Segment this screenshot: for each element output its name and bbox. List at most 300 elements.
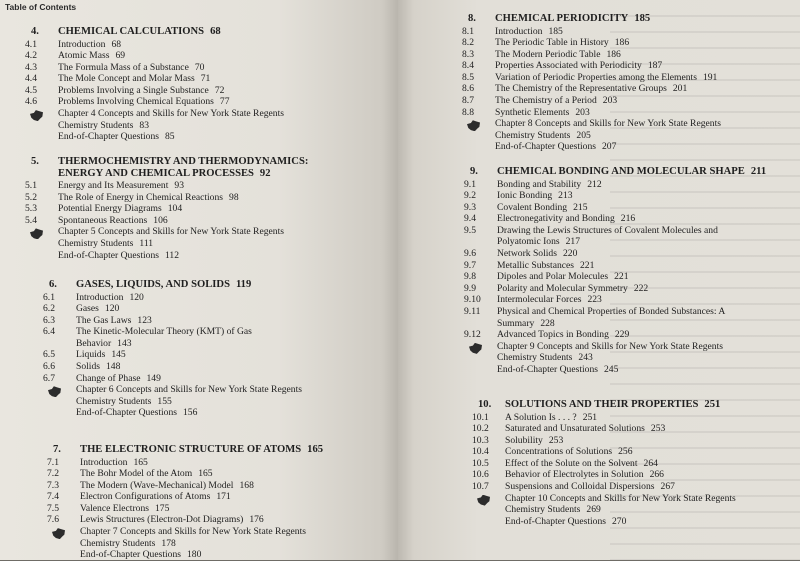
page-number: 185 bbox=[548, 25, 563, 37]
section-title: Advanced Topics in Bonding bbox=[497, 329, 609, 341]
section-number: 6.1 bbox=[43, 291, 55, 303]
regents-section-entry bbox=[80, 526, 323, 538]
section-title: Chapter 9 Concepts and Skills for New York State Regents bbox=[497, 340, 723, 352]
toc-entry-continuation bbox=[505, 516, 736, 528]
section-title: Introduction bbox=[76, 291, 124, 303]
page-number: 106 bbox=[153, 214, 168, 226]
toc-entry-continuation bbox=[497, 364, 766, 376]
toc-entry bbox=[47, 456, 323, 469]
chapter-heading-line2 bbox=[58, 168, 308, 180]
toc-entry bbox=[464, 190, 766, 202]
toc-entry bbox=[462, 95, 721, 107]
page-number: 221 bbox=[580, 259, 595, 271]
section-list bbox=[43, 291, 302, 420]
section-title: Chapter 10 Concepts and Skills for New York State Regents bbox=[505, 492, 736, 504]
section-number: 9.3 bbox=[464, 201, 476, 213]
section-title: Physical and Chemical Properties of Bonded Substances: A bbox=[497, 306, 726, 318]
toc-entry bbox=[43, 291, 302, 304]
toc-entry-continuation bbox=[76, 338, 302, 350]
section-number: 5.2 bbox=[25, 191, 37, 203]
page-number: 165 bbox=[133, 456, 148, 468]
page-number: 178 bbox=[161, 537, 176, 549]
section-number: 4.3 bbox=[25, 61, 37, 73]
section-number: 4.4 bbox=[25, 73, 37, 85]
section-title: Chapter 7 Concepts and Skills for New York State Regents bbox=[80, 526, 306, 538]
chapter-number: 7. bbox=[53, 444, 61, 455]
chapter-heading bbox=[470, 166, 767, 178]
section-number: 9.9 bbox=[464, 282, 476, 294]
chapter-heading bbox=[478, 399, 736, 411]
chapter-page: 68 bbox=[210, 26, 221, 37]
toc-entry-continuation bbox=[76, 396, 302, 408]
toc-entry bbox=[462, 83, 721, 95]
toc-entry bbox=[25, 50, 284, 62]
page-number: 223 bbox=[587, 294, 602, 306]
chapter-heading bbox=[468, 13, 721, 25]
page-number: 98 bbox=[229, 191, 239, 203]
toc-entry bbox=[464, 306, 766, 318]
chapter-title: GASES, LIQUIDS, AND SOLIDS bbox=[76, 279, 230, 290]
page-number: 251 bbox=[582, 411, 598, 423]
section-list bbox=[472, 411, 736, 528]
section-title: Chemistry Students bbox=[497, 352, 573, 364]
chapter-title: THERMOCHEMISTRY AND THERMODYNAMICS: bbox=[58, 156, 309, 167]
section-title: Concentrations of Solutions bbox=[505, 446, 613, 458]
section-title: The Role of Energy in Chemical Reactions bbox=[58, 191, 224, 203]
toc-entry bbox=[462, 71, 721, 84]
toc-entry bbox=[25, 84, 284, 97]
toc-entry-continuation bbox=[495, 130, 721, 142]
toc-entry bbox=[25, 191, 308, 204]
section-number: 8.3 bbox=[462, 48, 474, 60]
section-number: 8.6 bbox=[462, 83, 474, 95]
toc-entry bbox=[25, 38, 284, 51]
toc-entry bbox=[462, 48, 721, 61]
page-number: 253 bbox=[548, 434, 564, 446]
page-number: 176 bbox=[249, 514, 264, 526]
page-number: 201 bbox=[672, 83, 688, 95]
section-title: Chapter 5 Concepts and Skills for New York State Regents bbox=[58, 226, 284, 238]
section-number: 8.5 bbox=[462, 71, 474, 83]
page-number: 145 bbox=[111, 349, 126, 361]
section-number: 9.7 bbox=[464, 259, 476, 271]
section-number: 8.7 bbox=[462, 95, 474, 107]
section-title: Behavior of Electrolytes in Solution bbox=[505, 469, 644, 481]
section-number: 6.2 bbox=[43, 303, 55, 315]
section-number: 10.4 bbox=[472, 446, 489, 458]
section-title: Chemistry Students bbox=[76, 395, 152, 407]
section-title: End-of-Chapter Questions bbox=[58, 249, 159, 261]
section-title: The Formula Mass of a Substance bbox=[58, 61, 189, 73]
page-number: 72 bbox=[214, 84, 225, 96]
section-number: 9.2 bbox=[464, 190, 476, 202]
section-title: Potential Energy Diagrams bbox=[58, 203, 162, 215]
toc-entry-continuation bbox=[80, 549, 323, 561]
section-title: Liquids bbox=[76, 349, 106, 361]
section-title: Valence Electrons bbox=[80, 502, 149, 514]
toc-entry-continuation bbox=[505, 504, 736, 516]
section-title: Atomic Mass bbox=[58, 50, 110, 62]
section-number: 10.1 bbox=[472, 411, 489, 423]
toc-entry bbox=[464, 213, 766, 225]
toc-entry-continuation bbox=[58, 250, 308, 262]
toc-entry bbox=[462, 60, 721, 72]
section-title: The Gas Laws bbox=[76, 314, 132, 326]
toc-entry-continuation bbox=[58, 120, 284, 132]
section-number: 7.1 bbox=[47, 456, 59, 468]
page-number: 213 bbox=[558, 190, 573, 202]
section-number: 6.5 bbox=[43, 349, 55, 361]
toc-entry bbox=[472, 481, 736, 493]
section-number: 9.4 bbox=[464, 213, 476, 225]
section-title: Covalent Bonding bbox=[497, 201, 568, 213]
section-number: 7.2 bbox=[47, 468, 59, 480]
section-number: 10.6 bbox=[472, 469, 489, 481]
page-number: 155 bbox=[157, 395, 172, 407]
chapter-9 bbox=[464, 166, 767, 376]
section-title: Chemistry Students bbox=[58, 237, 134, 249]
toc-entry bbox=[464, 282, 766, 295]
section-title: Properties Associated with Periodicity bbox=[495, 60, 642, 72]
section-title: Chemistry Students bbox=[80, 537, 156, 549]
section-title: Synthetic Elements bbox=[495, 106, 570, 118]
section-number: 10.3 bbox=[472, 434, 489, 446]
section-number: 7.4 bbox=[47, 491, 59, 503]
toc-entry bbox=[25, 61, 284, 74]
toc-entry bbox=[43, 303, 302, 315]
section-title: Saturated and Unsaturated Solutions bbox=[505, 423, 645, 435]
toc-entry-continuation bbox=[76, 407, 302, 419]
toc-entry-continuation bbox=[495, 141, 721, 153]
toc-entry bbox=[472, 434, 736, 447]
section-list bbox=[47, 456, 323, 561]
toc-entry bbox=[464, 329, 766, 341]
section-number: 9.11 bbox=[464, 306, 481, 318]
section-title: End-of-Chapter Questions bbox=[58, 131, 159, 143]
chapter-heading bbox=[49, 279, 302, 291]
page-number: 266 bbox=[649, 469, 664, 481]
section-title: Problems Involving Chemical Equations bbox=[58, 96, 214, 108]
toc-entry bbox=[25, 73, 284, 85]
section-list bbox=[25, 180, 308, 261]
section-title: Introduction bbox=[58, 38, 106, 50]
toc-entry bbox=[25, 214, 308, 227]
chapter-title: CHEMICAL CALCULATIONS bbox=[58, 26, 205, 37]
page-number: 111 bbox=[139, 237, 154, 249]
page-number: 168 bbox=[239, 479, 254, 491]
toc-entry bbox=[43, 326, 302, 338]
toc-entry bbox=[47, 514, 323, 526]
page-number: 217 bbox=[565, 236, 581, 248]
toc-entry bbox=[472, 469, 736, 481]
section-title: Polarity and Molecular Symmetry bbox=[497, 282, 628, 294]
section-title: End-of-Chapter Questions bbox=[497, 364, 598, 375]
section-number: 5.3 bbox=[25, 203, 37, 215]
page-number: 228 bbox=[540, 317, 555, 329]
section-title: The Periodic Table in History bbox=[495, 37, 609, 49]
section-list bbox=[25, 38, 284, 143]
page-number: 222 bbox=[633, 282, 649, 294]
chapter-4 bbox=[25, 26, 284, 143]
chapter-8 bbox=[462, 13, 721, 153]
section-title: The Mole Concept and Molar Mass bbox=[58, 73, 195, 85]
page-number: 120 bbox=[129, 291, 144, 303]
section-number: 7.5 bbox=[47, 502, 59, 514]
chapter-title: SOLUTIONS AND THEIR PROPERTIES bbox=[505, 399, 699, 410]
toc-entry bbox=[47, 491, 323, 503]
toc-entry bbox=[464, 248, 766, 260]
page-number: 186 bbox=[614, 37, 630, 49]
page-number: 191 bbox=[702, 71, 718, 83]
chapter-title: CHEMICAL PERIODICITY bbox=[495, 13, 629, 24]
section-number: 10.2 bbox=[472, 423, 489, 435]
section-number: 9.5 bbox=[464, 224, 476, 236]
section-title: The Kinetic-Molecular Theory (KMT) of Gas bbox=[76, 326, 252, 338]
page-number: 104 bbox=[167, 203, 183, 215]
section-list bbox=[464, 178, 766, 376]
toc-entry bbox=[47, 468, 323, 480]
regents-section-entry bbox=[58, 226, 308, 238]
page-number: 180 bbox=[186, 549, 202, 561]
toc-entry bbox=[462, 37, 721, 49]
chapter-page: 119 bbox=[235, 279, 252, 290]
toc-entry bbox=[43, 349, 302, 361]
chapter-heading bbox=[31, 26, 284, 38]
section-number: 5.4 bbox=[25, 214, 37, 226]
page-number: 220 bbox=[562, 248, 578, 260]
page-number: 70 bbox=[194, 61, 205, 73]
page-number: 221 bbox=[614, 271, 629, 283]
section-title: Ionic Bonding bbox=[497, 190, 553, 202]
section-title: End-of-Chapter Questions bbox=[505, 515, 606, 527]
section-number: 10.5 bbox=[472, 457, 489, 469]
toc-entry bbox=[43, 372, 302, 385]
chapter-page: 165 bbox=[307, 444, 324, 455]
chapter-title-line2: ENERGY AND CHEMICAL PROCESSES bbox=[58, 167, 254, 179]
section-title: The Chemistry of the Representative Groups bbox=[495, 83, 667, 95]
section-number: 4.5 bbox=[25, 84, 37, 96]
running-head: Table of Contents bbox=[5, 2, 77, 12]
section-number: 4.2 bbox=[25, 50, 37, 62]
toc-entry bbox=[25, 96, 284, 108]
chapter-title: THE ELECTRONIC STRUCTURE OF ATOMS bbox=[80, 444, 302, 455]
page-number: 171 bbox=[216, 491, 231, 503]
toc-entry bbox=[47, 479, 323, 492]
section-number: 6.6 bbox=[43, 361, 55, 373]
page-number: 253 bbox=[650, 423, 666, 435]
section-title: Suspensions and Colloidal Dispersions bbox=[505, 481, 655, 493]
section-title: The Chemistry of a Period bbox=[495, 95, 597, 107]
page-number: 120 bbox=[104, 303, 120, 315]
section-number: 8.4 bbox=[462, 60, 474, 72]
section-number: 7.3 bbox=[47, 479, 59, 491]
page-number: 186 bbox=[606, 48, 621, 60]
page-number: 68 bbox=[111, 38, 122, 50]
page-number: 205 bbox=[576, 129, 591, 141]
section-title: A Solution Is . . . ? bbox=[505, 411, 577, 423]
section-title: The Modern Periodic Table bbox=[495, 48, 601, 60]
section-number: 7.6 bbox=[47, 514, 59, 526]
section-title: Spontaneous Reactions bbox=[58, 214, 148, 226]
section-title: Chapter 8 Concepts and Skills for New York State Regents bbox=[495, 118, 721, 130]
page-number: 187 bbox=[647, 60, 663, 72]
section-title: Lewis Structures (Electron-Dot Diagrams) bbox=[80, 514, 244, 526]
chapter-number: 5. bbox=[31, 156, 39, 167]
toc-entry bbox=[464, 294, 766, 306]
toc-entry bbox=[25, 180, 308, 192]
page-number: 165 bbox=[198, 468, 213, 480]
chapter-7 bbox=[47, 444, 324, 561]
section-title: Metallic Substances bbox=[497, 259, 574, 271]
section-number: 9.12 bbox=[464, 329, 481, 341]
page-number: 215 bbox=[573, 201, 588, 213]
chapter-number: 9. bbox=[470, 166, 478, 177]
page-number: 203 bbox=[575, 106, 590, 118]
toc-entry-continuation bbox=[497, 318, 766, 330]
section-title: Intermolecular Forces bbox=[497, 294, 582, 306]
section-title: Polyatomic Ions bbox=[497, 236, 560, 248]
section-title: Chapter 6 Concepts and Skills for New York State Regents bbox=[76, 384, 302, 396]
toc-entry bbox=[464, 259, 766, 272]
section-number: 8.8 bbox=[462, 106, 474, 118]
toc-entry bbox=[43, 314, 302, 327]
page-number: 123 bbox=[137, 314, 152, 326]
section-title: Effect of the Solute on the Solvent bbox=[505, 457, 638, 469]
section-title: Solubility bbox=[505, 434, 543, 446]
page-number: 77 bbox=[219, 96, 230, 108]
page-number: 112 bbox=[164, 249, 180, 261]
chapter-title: CHEMICAL BONDING AND MOLECULAR SHAPE bbox=[497, 166, 745, 177]
toc-entry bbox=[47, 502, 323, 515]
page-number: 203 bbox=[602, 95, 618, 107]
chapter-6 bbox=[43, 279, 302, 419]
regents-section-entry bbox=[505, 493, 736, 505]
section-title: Gases bbox=[76, 303, 99, 315]
toc-entry bbox=[25, 203, 308, 215]
section-title: Energy and Its Measurement bbox=[58, 180, 169, 191]
section-title: Variation of Periodic Properties among the Elements bbox=[495, 71, 697, 83]
page-number: 212 bbox=[587, 178, 602, 190]
page-number: 256 bbox=[618, 446, 633, 458]
toc-entry bbox=[472, 446, 736, 458]
page-number: 148 bbox=[106, 361, 121, 373]
section-title: Introduction bbox=[80, 456, 128, 468]
section-title: Bonding and Stability bbox=[497, 178, 582, 190]
chapter-heading bbox=[31, 156, 309, 168]
section-title: The Modern (Wave-Mechanical) Model bbox=[80, 479, 234, 491]
section-title: End-of-Chapter Questions bbox=[76, 407, 177, 419]
regents-section-entry bbox=[58, 108, 284, 120]
section-title: Drawing the Lewis Structures of Covalent Molecules and bbox=[497, 224, 718, 236]
section-title: Chemistry Students bbox=[505, 504, 581, 516]
section-number: 9.8 bbox=[464, 271, 476, 283]
page-number: 93 bbox=[174, 180, 184, 191]
section-number: 6.7 bbox=[43, 372, 55, 384]
page-number: 71 bbox=[200, 73, 211, 85]
chapter-10 bbox=[472, 399, 736, 527]
section-title: Introduction bbox=[495, 25, 543, 37]
toc-entry-continuation bbox=[58, 131, 284, 143]
toc-entry bbox=[472, 411, 736, 424]
section-number: 9.1 bbox=[464, 178, 476, 190]
toc-entry bbox=[472, 457, 736, 470]
page-number: 143 bbox=[117, 337, 132, 349]
section-number: 9.10 bbox=[464, 294, 481, 306]
toc-entry bbox=[464, 201, 766, 214]
toc-entry bbox=[464, 271, 766, 283]
section-title: Network Solids bbox=[497, 248, 557, 260]
page-number: 267 bbox=[660, 481, 675, 493]
section-number: 4.6 bbox=[25, 96, 37, 108]
toc-entry bbox=[462, 106, 721, 119]
page-number: 156 bbox=[182, 407, 198, 419]
toc-entry-continuation bbox=[80, 538, 323, 550]
chapter-page: 185 bbox=[634, 13, 651, 24]
section-title: Problems Involving a Single Substance bbox=[58, 84, 209, 96]
section-title: Chapter 4 Concepts and Skills for New York State Regents bbox=[58, 108, 284, 120]
section-title: The Bohr Model of the Atom bbox=[80, 468, 193, 480]
section-number: 6.3 bbox=[43, 314, 55, 326]
page-number: 216 bbox=[620, 213, 636, 225]
page-number: 207 bbox=[601, 141, 617, 153]
toc-entry bbox=[43, 361, 302, 373]
page-number: 229 bbox=[614, 329, 630, 341]
section-number: 5.1 bbox=[25, 180, 37, 191]
toc-entry bbox=[472, 423, 736, 435]
section-title: Chemistry Students bbox=[495, 129, 571, 141]
section-title: End-of-Chapter Questions bbox=[80, 549, 181, 561]
regents-section-entry bbox=[76, 384, 302, 396]
page-number: 245 bbox=[603, 364, 619, 375]
page-number: 270 bbox=[611, 515, 627, 527]
section-number: 8.1 bbox=[462, 25, 474, 37]
chapter-page: 251 bbox=[704, 399, 721, 410]
page-number: 83 bbox=[139, 119, 150, 131]
chapter-page: 211 bbox=[750, 166, 767, 177]
section-number: 6.4 bbox=[43, 326, 55, 338]
toc-entry bbox=[464, 178, 766, 191]
chapter-number: 6. bbox=[49, 279, 57, 290]
page-number: 69 bbox=[115, 50, 126, 62]
section-number: 4.1 bbox=[25, 38, 37, 50]
page-number: 149 bbox=[146, 372, 161, 384]
chapter-heading bbox=[53, 444, 324, 456]
section-title: Electron Configurations of Atoms bbox=[80, 491, 211, 503]
chapter-page: 92 bbox=[259, 167, 271, 179]
page-number: 243 bbox=[578, 352, 593, 364]
toc-entry-continuation bbox=[497, 352, 766, 364]
page-number: 264 bbox=[643, 457, 658, 469]
section-title: Change of Phase bbox=[76, 372, 141, 384]
section-number: 8.2 bbox=[462, 37, 474, 49]
section-title: Behavior bbox=[76, 337, 112, 349]
toc-entry bbox=[462, 25, 721, 38]
page-number: 269 bbox=[586, 504, 601, 516]
section-title: Summary bbox=[497, 317, 535, 329]
toc-entry-continuation bbox=[58, 238, 308, 250]
regents-section-entry bbox=[497, 341, 766, 353]
section-number: 9.6 bbox=[464, 248, 476, 260]
section-title: Dipoles and Polar Molecules bbox=[497, 271, 609, 283]
chapter-number: 8. bbox=[468, 13, 476, 24]
section-title: End-of-Chapter Questions bbox=[495, 141, 596, 153]
page-number: 85 bbox=[164, 131, 175, 143]
section-number: 10.7 bbox=[472, 481, 489, 493]
section-title: Electronegativity and Bonding bbox=[497, 213, 615, 225]
section-title: Solids bbox=[76, 361, 100, 373]
toc-entry-continuation bbox=[497, 236, 766, 248]
toc-entry bbox=[464, 224, 766, 237]
